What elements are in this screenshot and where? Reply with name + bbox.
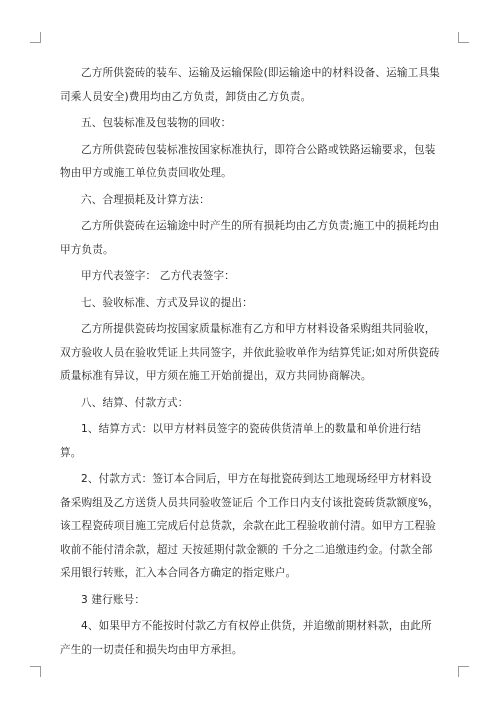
crop-mark-bottom-right	[458, 666, 469, 677]
heading-packaging: 五、包装标准及包装物的回收：	[81, 117, 232, 129]
crop-mark-top-right	[458, 32, 469, 43]
paragraph-acceptance: 乙方所提供瓷砖均按国家质量标准有乙方和甲方材料设备采购组共同验收，双方验收人员在验收凭证上共同签字，并依此验收单作为结算凭证;如对所供瓷砖质量标准有异议，甲方须在施工开始前提出，双方共同协商解决。	[60, 323, 440, 382]
paragraph-transport-cost: 乙方所供瓷砖的装车、运输及运输保险(即运输途中的材料设备、运输工具集司乘人员安全)费用均由乙方负责，卸货由乙方负责。	[60, 67, 440, 103]
document-body	[60, 62, 440, 662]
paragraph-packaging: 乙方所供瓷砖包装标准按国家标准执行，即符合公路或铁路运输要求，包装物由甲方或施工单位负责回收处理。	[60, 143, 436, 179]
crop-mark-top-left	[30, 32, 41, 43]
heading-settlement: 八、结算、付款方式：	[81, 396, 189, 409]
paragraph-bank-account: 3 建行账号：	[81, 593, 146, 606]
paragraph-late-payment: 4、如果甲方不能按时付款乙方有权停止供货，并追缴前期材料款，由此所产生的一切责任和损失均由甲方承担。	[60, 620, 432, 656]
paragraph-settlement-method: 1、结算方式：以甲方材料员签字的瓷砖供货清单上的数量和单价进行结算。	[60, 423, 421, 459]
crop-mark-bottom-left	[30, 666, 41, 677]
paragraph-payment-method: 2、付款方式：签订本合同后，甲方在每批瓷砖到达工地现场经甲方材料设备采购组及乙方送货人员共同验收签证后 个工作日内支付该批瓷砖货款额度%，该工程瓷砖项目施工完成后付总货款，余款在此工程验收前付清。如甲方工程验收前不能付清余款，超过 天按延期付款金额的 千分之二追缴违约金。付款全部采用银行转账，汇入本合同各方确定的指定账户。	[60, 473, 440, 579]
signature-line: 甲方代表签字： 乙方代表签字：	[81, 270, 235, 282]
heading-acceptance: 七、验收标准、方式及异议的提出：	[81, 296, 253, 309]
heading-loss: 六、合理损耗及计算方法：	[81, 193, 210, 206]
paragraph-loss: 乙方所供瓷砖在运输途中时产生的所有损耗均由乙方负责;施工中的损耗均由甲方负责。	[60, 220, 440, 256]
